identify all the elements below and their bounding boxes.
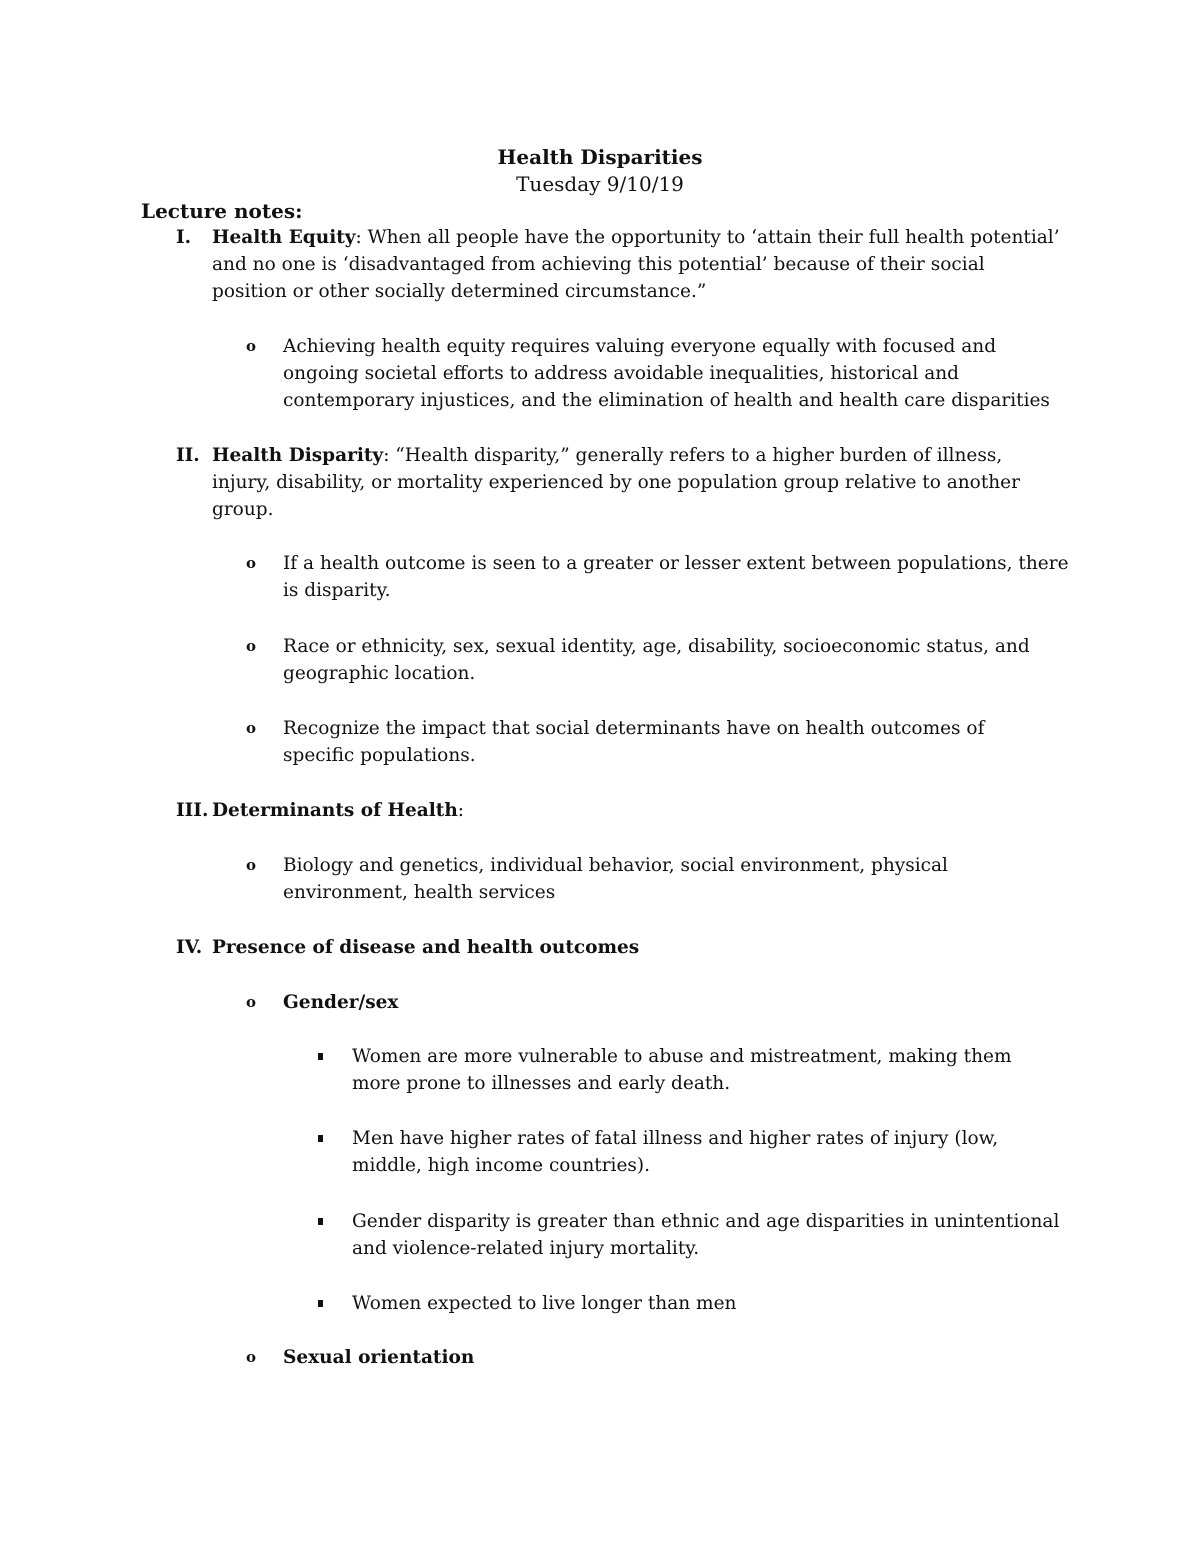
subsection-heading: Sexual orientation <box>283 1347 475 1368</box>
bullet-text: If a health outcome is seen to a greater or lesser extent between populations, there <box>283 553 1069 574</box>
bullet-text: Biology and genetics, individual behavior, social environment, physical <box>283 855 948 876</box>
section-line <box>212 224 1060 252</box>
bullet-marker: o <box>246 856 257 874</box>
bullet-text: Recognize the impact that social determinants have on health outcomes of <box>283 718 985 739</box>
section-numeral: I. <box>176 227 192 248</box>
square-bullet-icon <box>318 1053 323 1060</box>
section-definition: : <box>457 800 465 821</box>
document-date: Tuesday 9/10/19 <box>516 172 684 196</box>
bullet-marker: o <box>246 1348 257 1366</box>
list-item-text: Gender disparity is greater than ethnic and age disparities in unintentional <box>352 1211 1060 1232</box>
section-term: Health Disparity <box>212 445 384 466</box>
square-bullet-icon <box>318 1218 323 1225</box>
section-numeral: III. <box>176 800 209 821</box>
bullet-text: Race or ethnicity, sex, sexual identity, age, disability, socioeconomic status, and <box>283 636 1030 657</box>
bullet-text: Achieving health equity requires valuing everyone equally with focused and <box>283 336 997 357</box>
subsection-heading: Gender/sex <box>283 992 399 1013</box>
section-term: Presence of disease and health outcomes <box>212 937 640 958</box>
section-line <box>212 442 1002 470</box>
list-item-text: middle, high income countries). <box>352 1155 651 1176</box>
list-item-text: Women are more vulnerable to abuse and mistreatment, making them <box>352 1046 1012 1067</box>
list-item-text: and violence-related injury mortality. <box>352 1238 700 1259</box>
bullet-marker: o <box>246 993 257 1011</box>
section-line <box>212 797 464 825</box>
square-bullet-icon <box>318 1300 323 1307</box>
bullet-text: is disparity. <box>283 580 391 601</box>
bullet-text: contemporary injustices, and the elimination of health and health care disparities <box>283 390 1050 411</box>
bullet-marker: o <box>246 719 257 737</box>
section-term: Determinants of Health <box>212 800 458 821</box>
section-term: Health Equity <box>212 227 356 248</box>
list-item-text: Men have higher rates of fatal illness and higher rates of injury (low, <box>352 1128 999 1149</box>
section-line: and no one is ‘disadvantaged from achieving this potential’ because of their social <box>212 254 985 275</box>
bullet-marker: o <box>246 554 257 572</box>
bullet-marker: o <box>246 637 257 655</box>
bullet-text: specific populations. <box>283 745 476 766</box>
section-line: group. <box>212 499 274 520</box>
bullet-text: environment, health services <box>283 882 556 903</box>
section-definition: : When all people have the opportunity to ‘attain their full health potential’ <box>355 227 1060 248</box>
list-item-text: Women expected to live longer than men <box>352 1293 737 1314</box>
bullet-marker: o <box>246 337 257 355</box>
bullet-text: geographic location. <box>283 663 476 684</box>
lecture-notes-label: Lecture notes: <box>141 199 303 223</box>
section-definition: : “Health disparity,” generally refers to a higher burden of illness, <box>383 445 1003 466</box>
bullet-text: ongoing societal efforts to address avoidable inequalities, historical and <box>283 363 959 384</box>
section-line: position or other socially determined circumstance.” <box>212 281 707 302</box>
square-bullet-icon <box>318 1135 323 1142</box>
section-numeral: IV. <box>176 937 203 958</box>
section-line: injury, disability, or mortality experienced by one population group relative to another <box>212 472 1020 493</box>
section-numeral: II. <box>176 445 200 466</box>
list-item-text: more prone to illnesses and early death. <box>352 1073 731 1094</box>
document-title: Health Disparities <box>497 145 703 169</box>
